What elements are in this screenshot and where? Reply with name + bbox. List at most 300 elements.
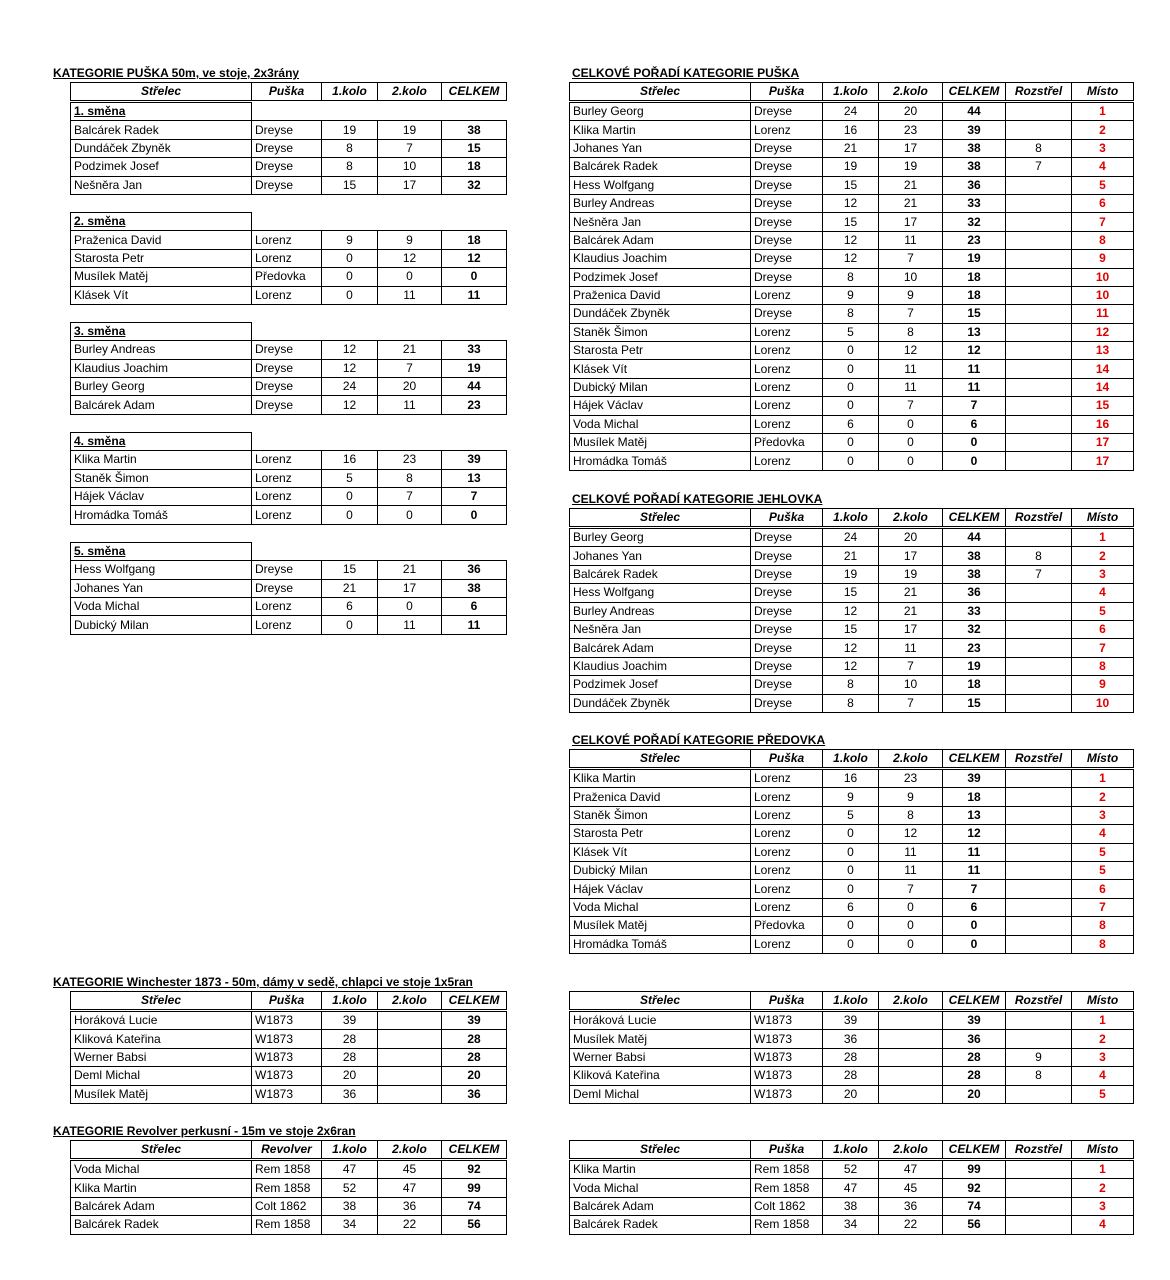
cell-round-2: 0 bbox=[879, 917, 943, 935]
cell-total: 38 bbox=[442, 579, 507, 597]
cell-gun: W1873 bbox=[252, 1012, 322, 1030]
cell-gun: W1873 bbox=[252, 1067, 322, 1085]
cell-place: 4 bbox=[1072, 1067, 1134, 1085]
cell-total: 38 bbox=[943, 565, 1006, 583]
cell-shooter-name: Podzimek Josef bbox=[570, 268, 751, 286]
column-header: Puška bbox=[751, 750, 823, 768]
cell-shoot-off bbox=[1006, 1216, 1072, 1234]
cell-place: 1 bbox=[1072, 529, 1134, 547]
cell-round-2: 20 bbox=[879, 529, 943, 547]
cell-round-1: 5 bbox=[823, 806, 879, 824]
shift-label: 1. směna bbox=[71, 103, 252, 121]
table-row bbox=[570, 342, 1134, 360]
cell-round-1: 24 bbox=[322, 378, 378, 396]
column-header: Rozstřel bbox=[1006, 750, 1072, 768]
cell-shoot-off bbox=[1006, 806, 1072, 824]
column-header: Rozstřel bbox=[1006, 1141, 1072, 1159]
cell-shoot-off bbox=[1006, 529, 1072, 547]
cell-total: 12 bbox=[943, 825, 1006, 843]
cell-shooter-name: Werner Babsi bbox=[570, 1048, 751, 1066]
header-row bbox=[71, 992, 507, 1010]
cell-gun: Lorenz bbox=[751, 788, 823, 806]
cell-shooter-name: Werner Babsi bbox=[71, 1048, 252, 1066]
cell-round-1: 12 bbox=[823, 602, 879, 620]
cell-shooter-name: Kliková Kateřina bbox=[71, 1030, 252, 1048]
cell-round-2: 12 bbox=[879, 825, 943, 843]
table-row bbox=[71, 1197, 507, 1215]
cell-total: 36 bbox=[943, 584, 1006, 602]
cell-gun: Lorenz bbox=[252, 451, 322, 469]
cell-round-2 bbox=[378, 1012, 442, 1030]
cell-shoot-off bbox=[1006, 917, 1072, 935]
cell-shooter-name: Klásek Vít bbox=[570, 843, 751, 861]
column-header: Střelec bbox=[570, 509, 751, 527]
cell-round-1: 21 bbox=[823, 547, 879, 565]
cell-place: 12 bbox=[1072, 323, 1134, 341]
cell-round-2: 11 bbox=[378, 286, 442, 304]
cell-round-1: 19 bbox=[823, 158, 879, 176]
column-header: CELKEM bbox=[943, 992, 1006, 1010]
cell-round-1: 0 bbox=[823, 861, 879, 879]
cell-total: 39 bbox=[943, 121, 1006, 139]
cell-shoot-off bbox=[1006, 397, 1072, 415]
cell-shooter-name: Klaudius Joachim bbox=[570, 250, 751, 268]
cell-round-2: 47 bbox=[378, 1179, 442, 1197]
cell-place: 5 bbox=[1072, 602, 1134, 620]
table-row bbox=[570, 880, 1134, 898]
cell-place: 11 bbox=[1072, 305, 1134, 323]
table-row bbox=[570, 565, 1134, 583]
table-row bbox=[570, 1161, 1134, 1179]
cell-shooter-name: Balcárek Adam bbox=[71, 1197, 252, 1215]
cell-gun: Předovka bbox=[751, 917, 823, 935]
table-row bbox=[570, 1012, 1134, 1030]
column-header: 2.kolo bbox=[879, 1141, 943, 1159]
cell-place: 8 bbox=[1072, 231, 1134, 249]
cell-total: 44 bbox=[943, 529, 1006, 547]
cell-shoot-off bbox=[1006, 620, 1072, 638]
cell-round-1: 0 bbox=[823, 434, 879, 452]
column-header: CELKEM bbox=[943, 83, 1006, 101]
table-row bbox=[71, 1161, 507, 1179]
cell-gun: Lorenz bbox=[252, 506, 322, 524]
cell-gun: Lorenz bbox=[751, 452, 823, 470]
table-winchester-poradi bbox=[569, 991, 1134, 1104]
cell-gun: Lorenz bbox=[751, 121, 823, 139]
cell-shooter-name: Voda Michal bbox=[570, 415, 751, 433]
table-row bbox=[71, 158, 507, 176]
cell-place: 2 bbox=[1072, 1030, 1134, 1048]
table-row bbox=[71, 1216, 507, 1234]
table-row bbox=[570, 194, 1134, 212]
cell-round-2: 11 bbox=[378, 616, 442, 634]
cell-gun: Lorenz bbox=[751, 880, 823, 898]
cell-round-1: 5 bbox=[322, 469, 378, 487]
cell-total: 11 bbox=[943, 843, 1006, 861]
cell-total: 6 bbox=[943, 898, 1006, 916]
cell-total: 28 bbox=[943, 1048, 1006, 1066]
table-puska-50m bbox=[70, 82, 507, 635]
shift-label-row bbox=[71, 432, 507, 450]
cell-shooter-name: Hess Wolfgang bbox=[570, 176, 751, 194]
cell-total: 6 bbox=[442, 597, 507, 615]
header-row bbox=[570, 992, 1134, 1010]
cell-round-1: 15 bbox=[823, 176, 879, 194]
cell-shoot-off bbox=[1006, 360, 1072, 378]
cell-total: 38 bbox=[943, 547, 1006, 565]
cell-total: 13 bbox=[442, 469, 507, 487]
cell-shooter-name: Balcárek Adam bbox=[570, 231, 751, 249]
cell-total: 38 bbox=[943, 139, 1006, 157]
column-header: 1.kolo bbox=[322, 992, 378, 1010]
cell-shooter-name: Staněk Šimon bbox=[71, 469, 252, 487]
cell-total: 32 bbox=[943, 213, 1006, 231]
cell-shooter-name: Podzimek Josef bbox=[71, 158, 252, 176]
cell-gun: Lorenz bbox=[751, 935, 823, 953]
cell-gun: Dreyse bbox=[252, 158, 322, 176]
shift-label: 4. směna bbox=[71, 432, 252, 450]
table-row bbox=[570, 639, 1134, 657]
cell-shooter-name: Klika Martin bbox=[570, 1161, 751, 1179]
cell-round-2: 20 bbox=[378, 378, 442, 396]
column-header: Střelec bbox=[570, 750, 751, 768]
table-row bbox=[570, 323, 1134, 341]
cell-shooter-name: Dubický Milan bbox=[71, 616, 252, 634]
cell-round-2: 0 bbox=[879, 898, 943, 916]
cell-gun: Dreyse bbox=[751, 602, 823, 620]
cell-shooter-name: Johanes Yan bbox=[570, 139, 751, 157]
cell-shoot-off bbox=[1006, 323, 1072, 341]
cell-shooter-name: Hromádka Tomáš bbox=[570, 452, 751, 470]
cell-shooter-name: Hájek Václav bbox=[570, 397, 751, 415]
cell-place: 8 bbox=[1072, 917, 1134, 935]
table-row bbox=[570, 1067, 1134, 1085]
cell-round-1: 15 bbox=[322, 561, 378, 579]
cell-round-1: 15 bbox=[322, 176, 378, 194]
cell-round-1: 6 bbox=[322, 597, 378, 615]
table-row bbox=[71, 249, 507, 267]
column-header: Místo bbox=[1072, 1141, 1134, 1159]
table-row bbox=[71, 139, 507, 157]
cell-gun: Lorenz bbox=[751, 825, 823, 843]
cell-round-2: 7 bbox=[879, 880, 943, 898]
cell-gun: W1873 bbox=[751, 1030, 823, 1048]
cell-total: 39 bbox=[442, 451, 507, 469]
cell-shooter-name: Klika Martin bbox=[71, 1179, 252, 1197]
cell-gun: Lorenz bbox=[751, 843, 823, 861]
cell-total: 33 bbox=[943, 602, 1006, 620]
cell-shooter-name: Burley Andreas bbox=[570, 602, 751, 620]
table-row bbox=[570, 547, 1134, 565]
cell-round-2: 9 bbox=[879, 788, 943, 806]
cell-gun: Lorenz bbox=[751, 360, 823, 378]
cell-gun: Rem 1858 bbox=[751, 1161, 823, 1179]
column-header: 1.kolo bbox=[322, 1141, 378, 1159]
cell-gun: W1873 bbox=[751, 1085, 823, 1103]
cell-round-1: 0 bbox=[823, 452, 879, 470]
cell-place: 8 bbox=[1072, 935, 1134, 953]
cell-place: 17 bbox=[1072, 452, 1134, 470]
cell-shoot-off bbox=[1006, 305, 1072, 323]
cell-shooter-name: Starosta Petr bbox=[71, 249, 252, 267]
cell-shooter-name: Hájek Václav bbox=[570, 880, 751, 898]
cell-gun: Dreyse bbox=[751, 620, 823, 638]
cell-place: 10 bbox=[1072, 268, 1134, 286]
cell-shooter-name: Horáková Lucie bbox=[71, 1012, 252, 1030]
cell-shooter-name: Musílek Matěj bbox=[570, 917, 751, 935]
cell-round-1: 8 bbox=[823, 676, 879, 694]
cell-round-1: 0 bbox=[823, 843, 879, 861]
cell-round-2: 0 bbox=[378, 597, 442, 615]
cell-round-1: 12 bbox=[322, 341, 378, 359]
cell-shooter-name: Musílek Matěj bbox=[570, 1030, 751, 1048]
cell-total: 12 bbox=[943, 342, 1006, 360]
cell-shooter-name: Balcárek Radek bbox=[71, 1216, 252, 1234]
cell-round-2: 11 bbox=[879, 231, 943, 249]
cell-shooter-name: Kliková Kateřina bbox=[570, 1067, 751, 1085]
cell-gun: Dreyse bbox=[751, 694, 823, 712]
cell-round-1: 0 bbox=[823, 397, 879, 415]
table-row bbox=[570, 1197, 1134, 1215]
cell-gun: Rem 1858 bbox=[252, 1179, 322, 1197]
cell-shoot-off bbox=[1006, 176, 1072, 194]
cell-place: 6 bbox=[1072, 620, 1134, 638]
cell-place: 3 bbox=[1072, 1197, 1134, 1215]
cell-round-1: 28 bbox=[823, 1048, 879, 1066]
cell-round-2: 9 bbox=[378, 231, 442, 249]
column-header: Puška bbox=[751, 509, 823, 527]
table-row bbox=[570, 434, 1134, 452]
cell-gun: Dreyse bbox=[751, 231, 823, 249]
cell-round-1: 0 bbox=[823, 880, 879, 898]
cell-round-1: 34 bbox=[823, 1216, 879, 1234]
cell-total: 0 bbox=[943, 935, 1006, 953]
cell-gun: Dreyse bbox=[751, 676, 823, 694]
cell-gun: Rem 1858 bbox=[751, 1216, 823, 1234]
table-row bbox=[570, 620, 1134, 638]
cell-gun: W1873 bbox=[252, 1048, 322, 1066]
cell-place: 5 bbox=[1072, 843, 1134, 861]
cell-place: 6 bbox=[1072, 194, 1134, 212]
table-row bbox=[570, 917, 1134, 935]
cell-shooter-name: Voda Michal bbox=[570, 1179, 751, 1197]
cell-shooter-name: Dundáček Zbyněk bbox=[570, 305, 751, 323]
cell-place: 5 bbox=[1072, 1085, 1134, 1103]
cell-gun: W1873 bbox=[751, 1067, 823, 1085]
cell-place: 3 bbox=[1072, 806, 1134, 824]
cell-shoot-off bbox=[1006, 231, 1072, 249]
table-row bbox=[71, 359, 507, 377]
cell-total: 33 bbox=[943, 194, 1006, 212]
cell-total: 20 bbox=[943, 1085, 1006, 1103]
cell-place: 3 bbox=[1072, 565, 1134, 583]
cell-total: 28 bbox=[442, 1048, 507, 1066]
column-header: Místo bbox=[1072, 992, 1134, 1010]
cell-shooter-name: Dundáček Zbyněk bbox=[570, 694, 751, 712]
cell-round-2: 20 bbox=[879, 103, 943, 121]
column-header: 2.kolo bbox=[879, 750, 943, 768]
column-header: Rozstřel bbox=[1006, 509, 1072, 527]
shift-label: 2. směna bbox=[71, 212, 252, 230]
table-row bbox=[71, 1179, 507, 1197]
cell-gun: Dreyse bbox=[751, 158, 823, 176]
cell-shoot-off bbox=[1006, 452, 1072, 470]
cell-shoot-off bbox=[1006, 213, 1072, 231]
table-row bbox=[570, 397, 1134, 415]
cell-round-2: 7 bbox=[879, 305, 943, 323]
cell-shooter-name: Nešněra Jan bbox=[71, 176, 252, 194]
cell-shooter-name: Klásek Vít bbox=[71, 286, 252, 304]
cell-shooter-name: Praženica David bbox=[570, 788, 751, 806]
cell-gun: Dreyse bbox=[751, 565, 823, 583]
cell-shoot-off bbox=[1006, 286, 1072, 304]
cell-round-2: 11 bbox=[879, 843, 943, 861]
cell-round-2 bbox=[378, 1067, 442, 1085]
table-row bbox=[71, 286, 507, 304]
cell-total: 18 bbox=[943, 286, 1006, 304]
table-row bbox=[570, 360, 1134, 378]
cell-gun: Dreyse bbox=[252, 121, 322, 139]
cell-total: 15 bbox=[442, 139, 507, 157]
cell-round-1: 21 bbox=[322, 579, 378, 597]
cell-gun: Rem 1858 bbox=[751, 1179, 823, 1197]
cell-round-2: 0 bbox=[879, 434, 943, 452]
cell-shooter-name: Starosta Petr bbox=[570, 342, 751, 360]
table-row bbox=[570, 268, 1134, 286]
cell-place: 3 bbox=[1072, 1048, 1134, 1066]
cell-total: 18 bbox=[943, 268, 1006, 286]
cell-shoot-off bbox=[1006, 1030, 1072, 1048]
cell-shoot-off bbox=[1006, 770, 1072, 788]
shift-label: 3. směna bbox=[71, 322, 252, 340]
cell-total: 74 bbox=[442, 1197, 507, 1215]
cell-round-2 bbox=[879, 1012, 943, 1030]
cell-total: 36 bbox=[442, 1085, 507, 1103]
cell-total: 23 bbox=[442, 396, 507, 414]
column-header: Místo bbox=[1072, 509, 1134, 527]
cell-round-2: 8 bbox=[378, 469, 442, 487]
table-row bbox=[570, 378, 1134, 396]
table-row bbox=[71, 268, 507, 286]
cell-round-1: 16 bbox=[823, 770, 879, 788]
table-row bbox=[570, 788, 1134, 806]
table-row bbox=[71, 561, 507, 579]
cell-gun: Dreyse bbox=[751, 176, 823, 194]
cell-round-1: 24 bbox=[823, 529, 879, 547]
table-row bbox=[71, 341, 507, 359]
cell-shoot-off bbox=[1006, 250, 1072, 268]
cell-round-1: 20 bbox=[823, 1085, 879, 1103]
cell-place: 10 bbox=[1072, 694, 1134, 712]
title-celkove-jehlovka: CELKOVÉ POŘADÍ KATEGORIE JEHLOVKA bbox=[572, 492, 823, 506]
table-row bbox=[570, 1048, 1134, 1066]
cell-gun: Lorenz bbox=[252, 488, 322, 506]
cell-gun: Předovka bbox=[252, 268, 322, 286]
cell-total: 11 bbox=[943, 360, 1006, 378]
cell-shooter-name: Staněk Šimon bbox=[570, 323, 751, 341]
cell-round-2: 21 bbox=[879, 194, 943, 212]
cell-round-2: 10 bbox=[879, 676, 943, 694]
cell-shoot-off bbox=[1006, 788, 1072, 806]
column-header: Střelec bbox=[570, 83, 751, 101]
cell-round-2: 7 bbox=[378, 139, 442, 157]
cell-round-1: 36 bbox=[322, 1085, 378, 1103]
cell-shooter-name: Burley Andreas bbox=[71, 341, 252, 359]
cell-total: 15 bbox=[943, 694, 1006, 712]
shift-label-row bbox=[71, 212, 507, 230]
cell-total: 74 bbox=[943, 1197, 1006, 1215]
column-header: Puška bbox=[751, 1141, 823, 1159]
cell-total: 7 bbox=[442, 488, 507, 506]
cell-shoot-off bbox=[1006, 694, 1072, 712]
cell-gun: Dreyse bbox=[252, 359, 322, 377]
column-header: Místo bbox=[1072, 750, 1134, 768]
column-header: Místo bbox=[1072, 83, 1134, 101]
table-row bbox=[570, 250, 1134, 268]
cell-gun: W1873 bbox=[252, 1030, 322, 1048]
cell-place: 5 bbox=[1072, 861, 1134, 879]
cell-shoot-off bbox=[1006, 434, 1072, 452]
cell-gun: Lorenz bbox=[252, 469, 322, 487]
cell-round-2: 45 bbox=[879, 1179, 943, 1197]
cell-place: 13 bbox=[1072, 342, 1134, 360]
cell-place: 1 bbox=[1072, 770, 1134, 788]
cell-shoot-off: 8 bbox=[1006, 1067, 1072, 1085]
cell-shooter-name: Johanes Yan bbox=[570, 547, 751, 565]
cell-round-2: 36 bbox=[378, 1197, 442, 1215]
column-header: Střelec bbox=[570, 1141, 751, 1159]
cell-round-1: 0 bbox=[322, 488, 378, 506]
cell-place: 16 bbox=[1072, 415, 1134, 433]
cell-place: 7 bbox=[1072, 213, 1134, 231]
table-row bbox=[570, 1179, 1134, 1197]
cell-round-1: 16 bbox=[322, 451, 378, 469]
cell-total: 11 bbox=[943, 378, 1006, 396]
cell-round-1: 0 bbox=[823, 378, 879, 396]
cell-gun: Lorenz bbox=[252, 597, 322, 615]
column-header: 2.kolo bbox=[378, 992, 442, 1010]
table-row bbox=[71, 1067, 507, 1085]
cell-shooter-name: Balcárek Radek bbox=[570, 158, 751, 176]
cell-gun: Dreyse bbox=[751, 657, 823, 675]
cell-total: 38 bbox=[943, 158, 1006, 176]
cell-round-2 bbox=[378, 1085, 442, 1103]
cell-total: 39 bbox=[943, 770, 1006, 788]
cell-place: 2 bbox=[1072, 547, 1134, 565]
cell-shooter-name: Voda Michal bbox=[570, 898, 751, 916]
cell-gun: Lorenz bbox=[751, 342, 823, 360]
cell-shooter-name: Hess Wolfgang bbox=[71, 561, 252, 579]
cell-shoot-off bbox=[1006, 1161, 1072, 1179]
table-row bbox=[570, 231, 1134, 249]
cell-round-1: 0 bbox=[823, 360, 879, 378]
cell-round-2: 21 bbox=[378, 561, 442, 579]
cell-round-1: 0 bbox=[322, 268, 378, 286]
cell-round-2 bbox=[879, 1030, 943, 1048]
table-row bbox=[570, 806, 1134, 824]
cell-shooter-name: Hromádka Tomáš bbox=[71, 506, 252, 524]
column-header: Střelec bbox=[71, 83, 252, 101]
table-row bbox=[570, 103, 1134, 121]
cell-shooter-name: Balcárek Adam bbox=[71, 396, 252, 414]
table-revolver-poradi bbox=[569, 1140, 1134, 1235]
cell-shooter-name: Dubický Milan bbox=[570, 378, 751, 396]
table-row bbox=[570, 657, 1134, 675]
cell-shooter-name: Deml Michal bbox=[570, 1085, 751, 1103]
cell-shoot-off bbox=[1006, 1085, 1072, 1103]
cell-shooter-name: Horáková Lucie bbox=[570, 1012, 751, 1030]
cell-round-2: 10 bbox=[879, 268, 943, 286]
